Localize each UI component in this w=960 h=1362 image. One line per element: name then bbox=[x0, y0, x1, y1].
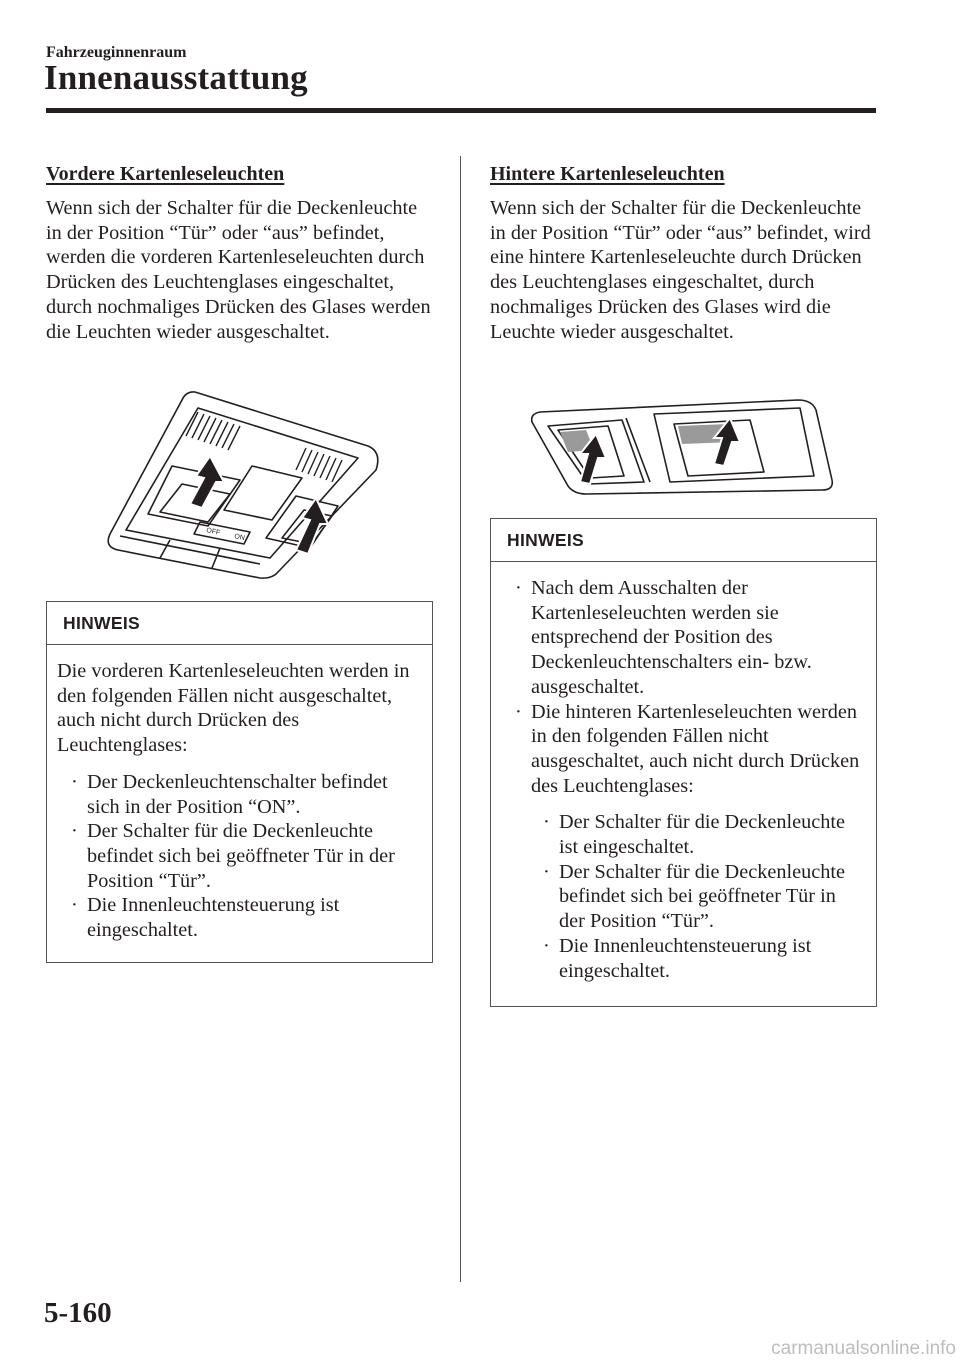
front-note-box bbox=[46, 601, 433, 963]
page-number: 5-160 bbox=[44, 1297, 112, 1329]
rear-note-list bbox=[501, 576, 866, 798]
front-map-lights-heading: Vordere Kartenleseleuchten bbox=[46, 163, 285, 185]
list-item: · Die Innenleuchtensteuerung ist eingeschaltet. bbox=[71, 894, 340, 942]
list-item: · Der Deckenleuchtenschalter befindet sich in der Position “ON”. bbox=[71, 770, 388, 818]
column-divider bbox=[460, 156, 461, 1282]
watermark: carmanualsonline.info bbox=[771, 1338, 956, 1359]
front-note-title: HINWEIS bbox=[47, 602, 432, 645]
rear-note-body bbox=[491, 562, 876, 993]
rear-map-lights-text: Wenn sich der Schalter für die Deckenleuchte in der Position “Tür” oder “aus” befindet, wird eine hintere Kartenleseleuchte durch Drücken des Leuchtenglases eingeschaltet, durch nochmaliges Drücken des Glases wird die Leuchte wieder ausgeschaltet. bbox=[490, 197, 871, 343]
list-item: · Die hinteren Kartenleseleuchten werden in den folgenden Fällen nicht ausgeschaltet, auch nicht durch Drücken des Leuchtenglases: bbox=[515, 700, 860, 797]
list-item: · Der Schalter für die Deckenleuchte befindet sich bei geöffneter Tür in der Position “Tür”. bbox=[71, 820, 395, 892]
rear-map-lights-heading: Hintere Kartenleseleuchten bbox=[490, 163, 725, 185]
header-divider bbox=[46, 108, 876, 113]
rear-map-light-illustration bbox=[528, 398, 836, 498]
front-note-list bbox=[57, 770, 422, 943]
front-note-intro: Die vorderen Kartenleseleuchten werden in den folgenden Fällen nicht ausgeschaltet, auch nicht durch Drücken des Leuchtenglases: bbox=[57, 660, 410, 757]
rear-note-title: HINWEIS bbox=[491, 519, 876, 562]
switch-off-label: OFF bbox=[205, 527, 221, 537]
left-column bbox=[46, 162, 434, 344]
front-note-body bbox=[47, 645, 432, 953]
switch-on-label: ON bbox=[233, 533, 246, 543]
right-column bbox=[490, 162, 878, 344]
list-item: · Die Innenleuchtensteuerung ist eingeschaltet. bbox=[543, 934, 812, 982]
front-map-light-illustration bbox=[100, 386, 390, 586]
front-map-lights-text: Wenn sich der Schalter für die Deckenleuchte in der Position “Tür” oder “aus” befindet, werden die vorderen Kartenleseleuchten durch Drücken des Leuchtenglases eingeschaltet, durch nochmaliges Drücken des Glases werden die Leuchten wieder ausgeschaltet. bbox=[46, 197, 431, 343]
rear-note-box bbox=[490, 518, 877, 1007]
list-item: · Der Schalter für die Deckenleuchte befindet sich bei geöffneter Tür in der Position “Tür”. bbox=[543, 860, 846, 933]
list-item: · Der Schalter für die Deckenleuchte ist eingeschaltet. bbox=[543, 811, 846, 859]
page-title: Innenausstattung bbox=[44, 58, 308, 97]
section-label: Fahrzeuginnenraum bbox=[46, 44, 187, 61]
list-item: · Nach dem Ausschalten der Kartenleseleuchten werden sie entsprechend der Position des Deckenleuchtenschalters ein- bzw. ausgeschaltet. bbox=[515, 577, 812, 698]
rear-note-sublist bbox=[501, 810, 866, 983]
